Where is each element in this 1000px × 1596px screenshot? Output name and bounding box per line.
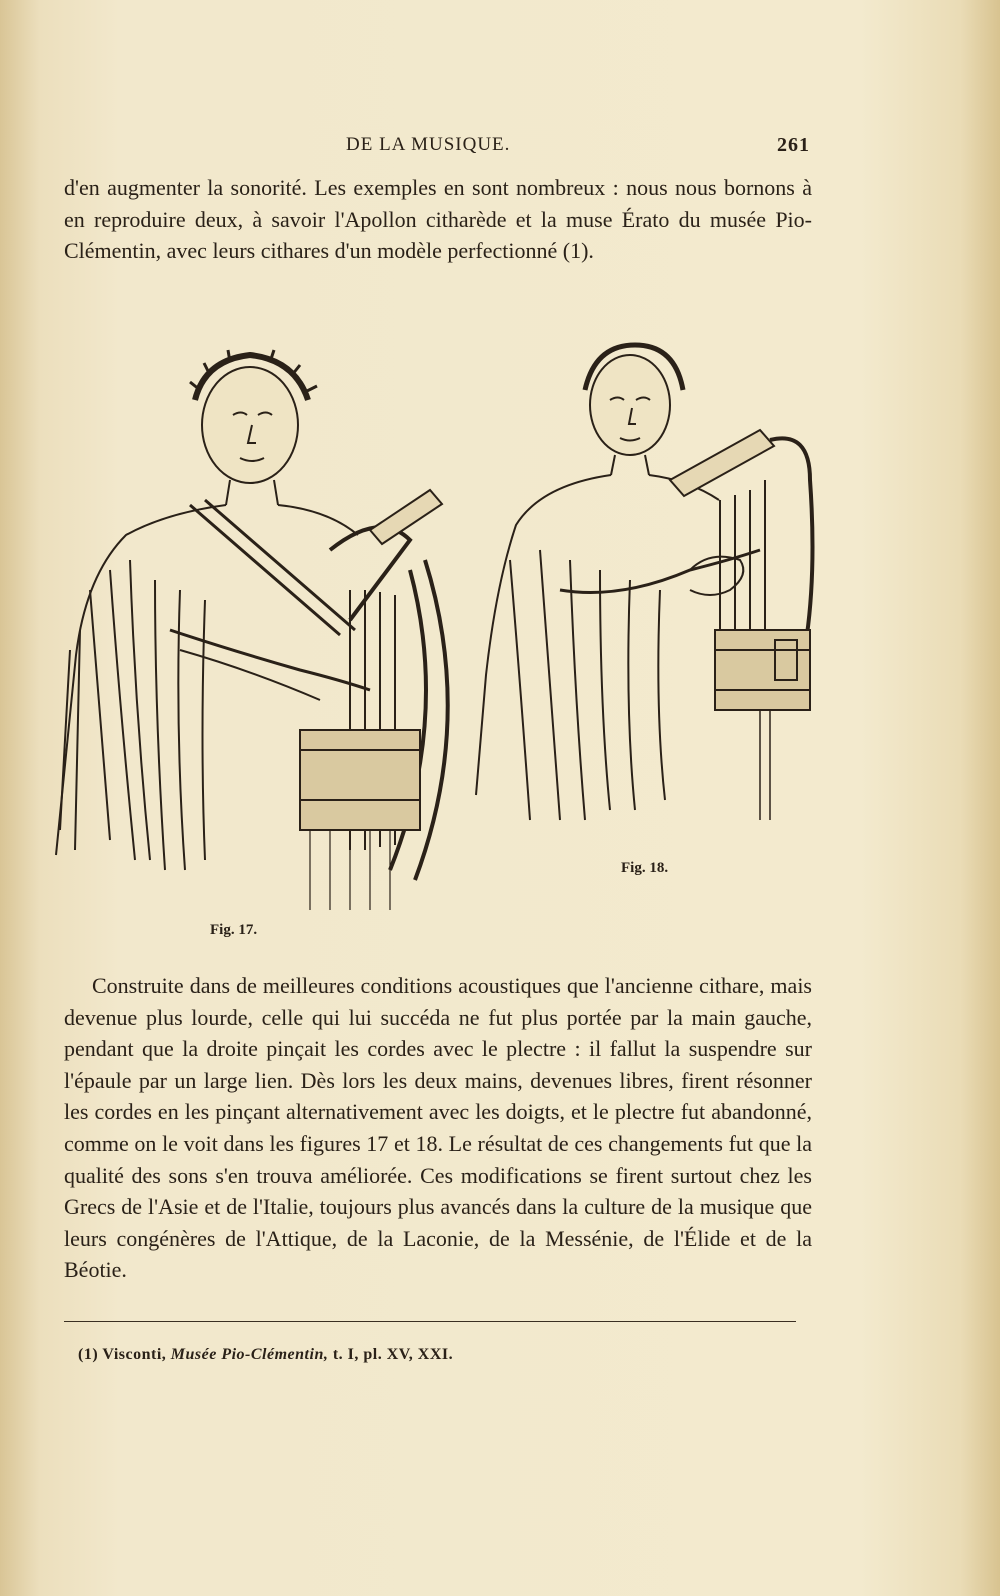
footnote-author: Visconti, <box>102 1346 167 1363</box>
running-title: DE LA MUSIQUE. <box>346 134 511 155</box>
paragraph-body: Construite dans de meilleures conditions acoustiques que l'ancienne cithare, mais devenue plus lourde, celle qui lui succéda ne fut plus portée par la main gauche, pendant que la droite pinçait les cordes avec le plectre : il fallut la suspendre sur l'épaule par un large lien. Dès lors les deux mains, devenues libres, firent résonner les cordes en les pinçant alternativement avec les doigts, et le plectre fut abandonné, comme on le voit dans les figures 17 et 18. Le résultat de ces changements fut que la qualité des sons s'en trouva améliorée. Ces modifications se firent surtout chez les Grecs de l'Asie et de l'Italie, toujours plus avancés dans la culture de la musique que leurs congénères de l'Attique, de la Laconie, de la Messénie, de l'Élide et de la Béotie. <box>64 973 812 1283</box>
figure-apollo-citharede <box>30 330 470 920</box>
figure-18-caption: Fig. 18. <box>621 860 669 876</box>
footnote <box>78 1346 453 1364</box>
footnote-rule <box>64 1321 796 1322</box>
running-head <box>66 134 810 164</box>
figure-17-caption: Fig. 17. <box>210 922 258 938</box>
paragraph-intro: d'en augmenter la sonorité. Les exemples en sont nombreux : nous nous bornons à en reproduire deux, à savoir l'Apollon citharède et la muse Érato du musée Pio-Clémentin, avec leurs cithares d'un modèle perfectionné (1). <box>64 175 812 264</box>
footnote-marker: (1) <box>78 1346 99 1363</box>
footnote-reference: t. I, pl. XV, XXI. <box>332 1346 454 1363</box>
apollo-engraving <box>30 330 470 920</box>
page-number: 261 <box>777 134 810 156</box>
erato-engraving <box>470 330 840 850</box>
footnote-work: Musée Pio-Clémentin, <box>170 1346 329 1363</box>
figure-muse-erato <box>470 330 840 850</box>
